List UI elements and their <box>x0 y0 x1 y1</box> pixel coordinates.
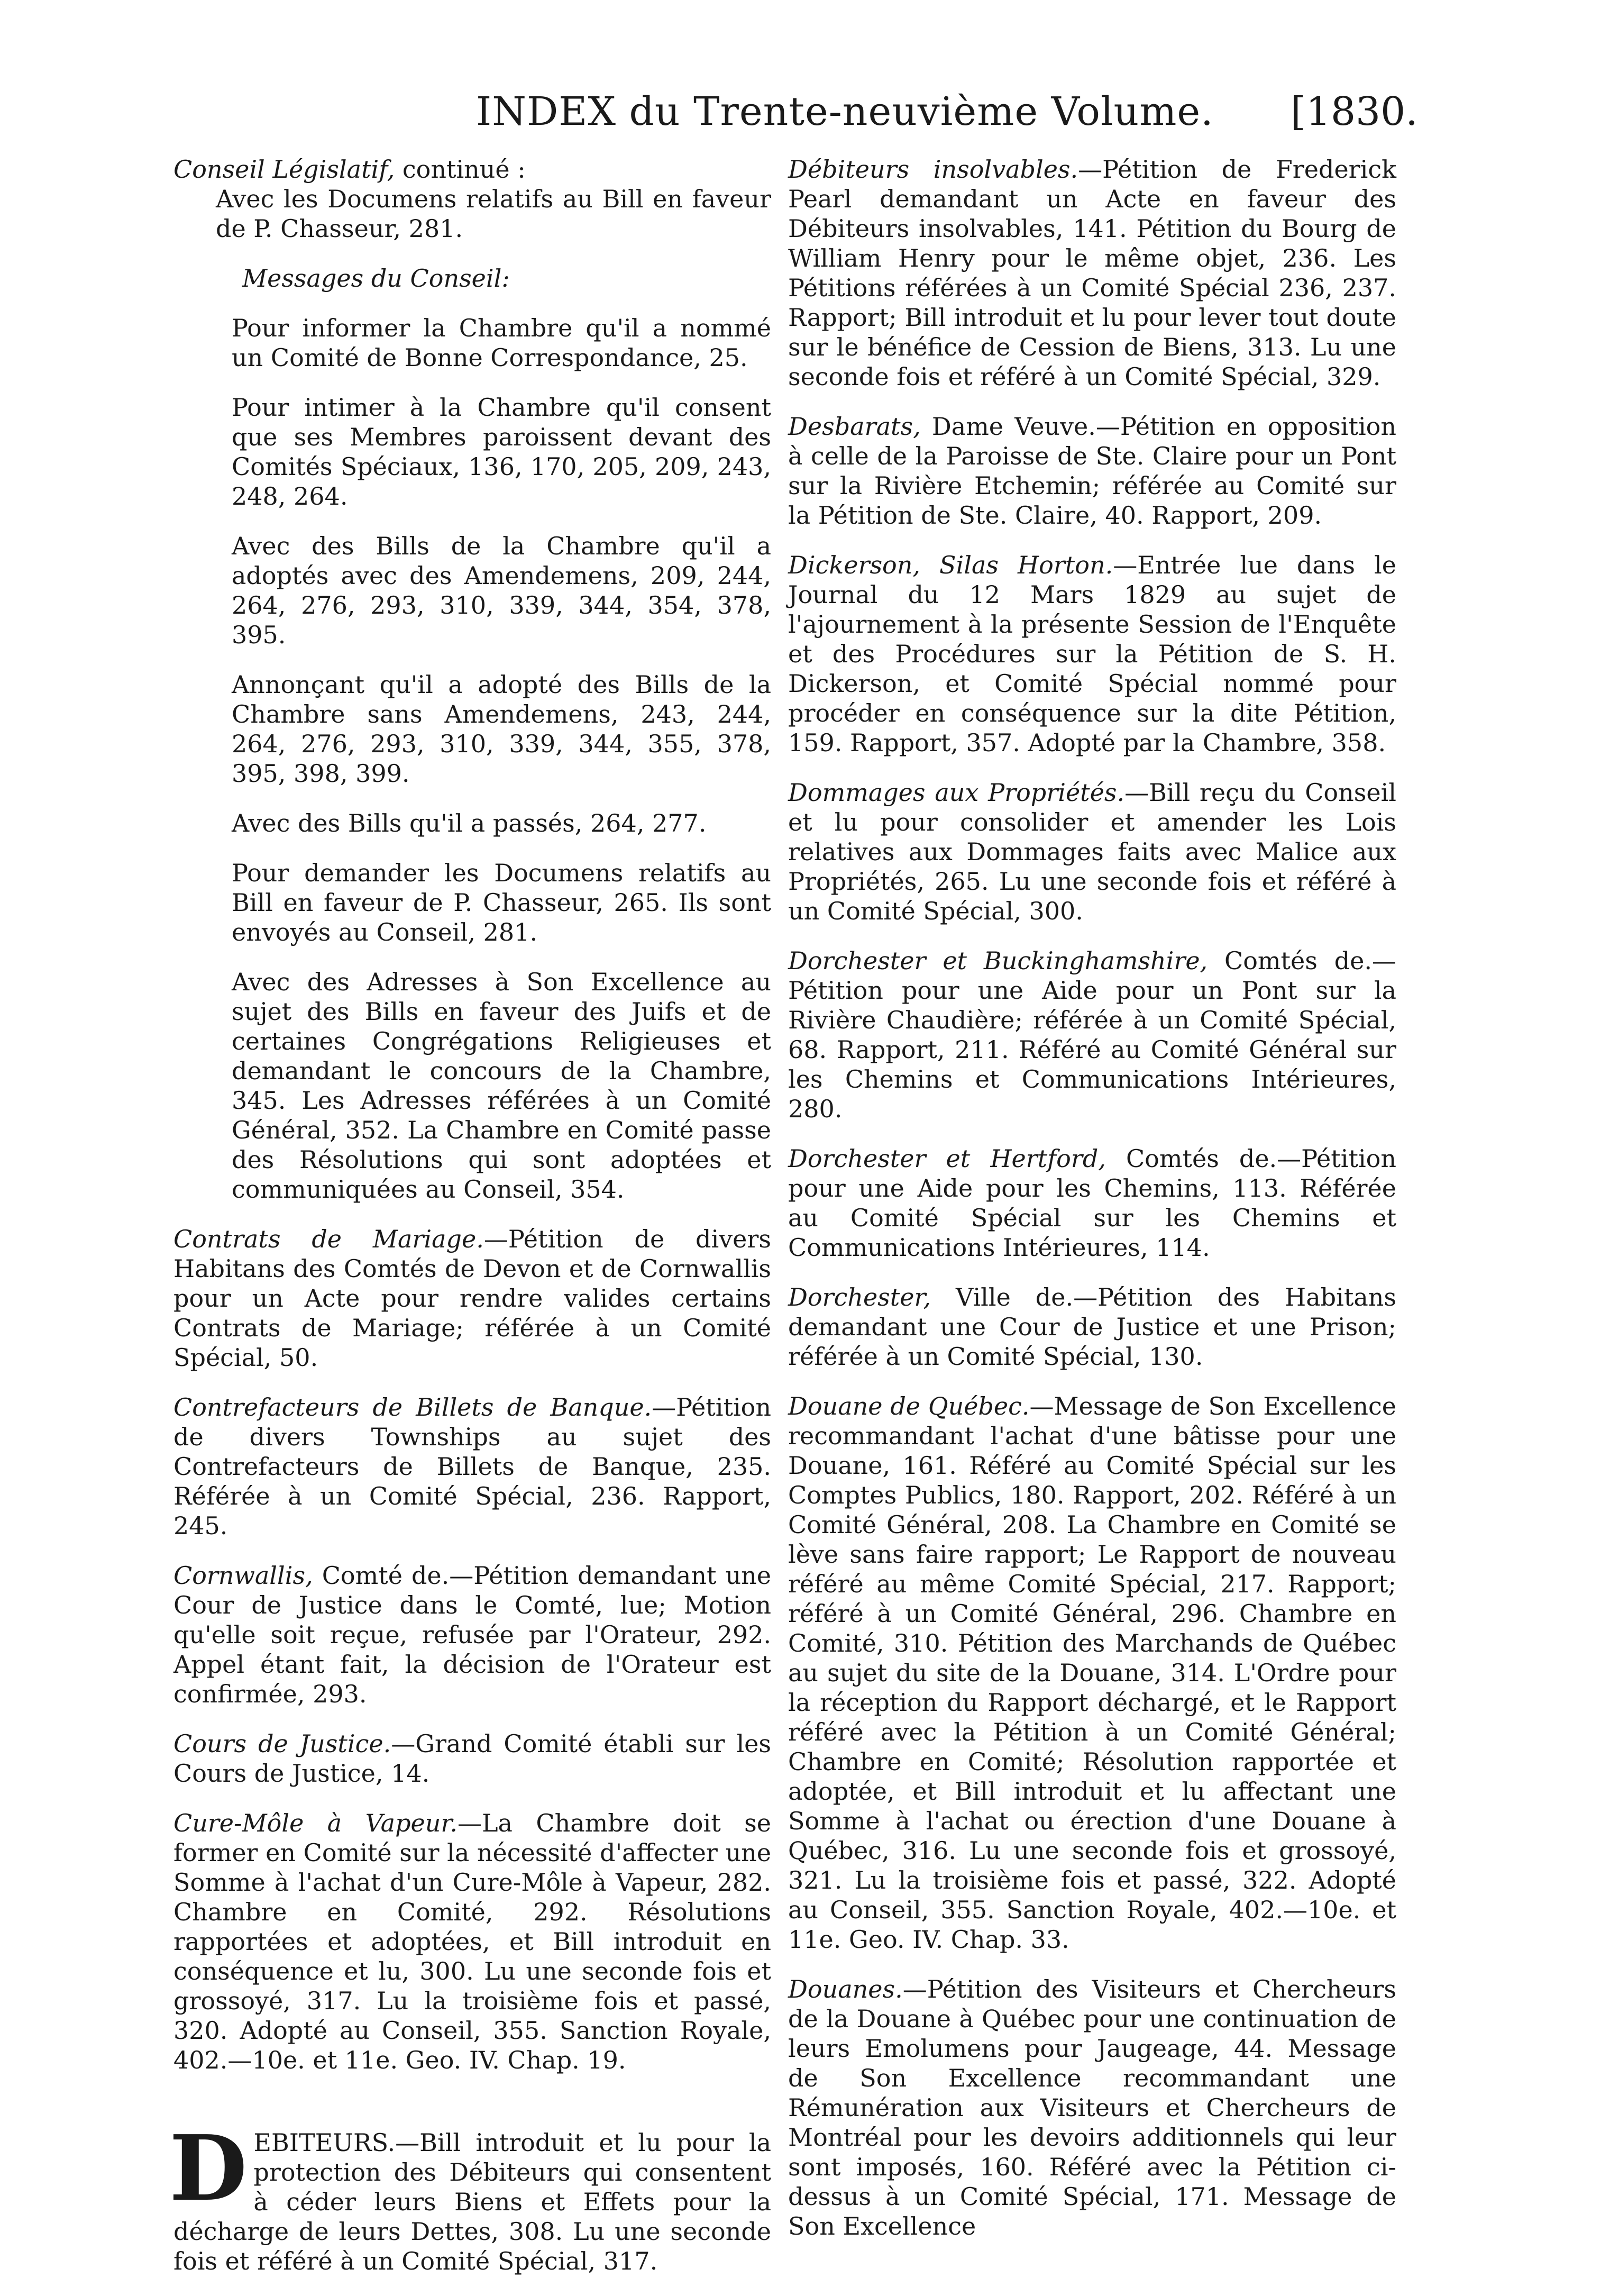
entry-text: Ville de.—Pétition des Habitans demandant une Cour de Justice et une Prison; référée à un Comité Spécial, 130. <box>788 1283 1396 1371</box>
entry-heading: Dorchester et Buckinghamshire, <box>788 946 1208 975</box>
entry-heading: Cure-Môle à Vapeur. <box>173 1809 458 1837</box>
index-entry <box>173 1224 771 1372</box>
entry-text: —Bill introduit et lu pour la protection des Débiteurs qui consentent à céder leurs Biens et Effets pour la décharge de leurs Dettes, 308. Lu une seconde fois et référé à un Comité Spécial, 317. <box>173 2128 771 2275</box>
entry-text: —Pétition de divers Habitans des Comtés de Devon et de Cornwallis pour un Acte pour rendre valides certains Contrats de Mariage; référée à un Comité Spécial, 50. <box>173 1225 771 1372</box>
index-entry <box>788 946 1396 1124</box>
page-year: [1830. <box>1291 89 1418 134</box>
index-entry <box>788 1391 1396 1954</box>
index-entry <box>788 412 1396 530</box>
index-entry <box>788 1282 1396 1371</box>
entry-text: —Message de Son Excellence recommandant l'achat d'une bâtisse pour une Douane, 161. Référé au Comité Spécial sur les Comptes Publics, 180. Rapport, 202. Référé à un Comité Général, 208. La Chambre en Comité se lève sans faire rapport; Le Rapport de nouveau référé au même Comité Spécial, 217. Rapport; référé à un Comité Général, 296. Chambre en Comité, 310. Pétition des Marchands de Québec au sujet du site de la Douane, 314. L'Ordre pour la réception du Rapport déchargé, et le Rapport référé avec la Pétition à un Comité Général; Chambre en Comité; Résolution rapportée et adoptée, et Bill introduit et lu affectant une Somme à l'achat ou érection d'une Douane à Québec, 316. Lu une seconde fois et grossoyé, 321. Lu la troisième fois et passé, 322. Adopté au Conseil, 355. Sanction Royale, 402.—10e. et 11e. Geo. IV. Chap. 33. <box>788 1392 1396 1954</box>
entry-text: Avec les Documens relatifs au Bill en faveur de P. Chasseur, 281. <box>216 185 771 243</box>
entry-heading: Débiteurs insolvables. <box>788 155 1078 184</box>
index-entry <box>788 1974 1396 2241</box>
entry-heading: Conseil Législatif, <box>173 155 395 184</box>
entry-text: —Pétition de Frederick Pearl demandant un Acte en faveur des Débiteurs insolvables, 141. Pétition du Bourg de William Henry pour le même objet, 236. Les Pétitions référées à un Comité Spécial 236, 237. Rapport; Bill introduit et lu pour lever tout doute sur le bénéfice de Cession de Biens, 313. Lu une seconde fois et référé à un Comité Spécial, 329. <box>788 155 1397 391</box>
entry-heading: Douane de Québec. <box>788 1392 1030 1420</box>
entry-text: —Grand Comité établi sur les Cours de Justice, 14. <box>173 1729 771 1788</box>
entry-text: —Pétition de divers Townships au sujet des Contrefacteurs de Billets de Banque, 235. Référée à un Comité Spécial, 236. Rapport, 245. <box>173 1393 771 1540</box>
sub-entry: Avec des Adresses à Son Excellence au sujet des Bills en faveur des Juifs et de certaines Congrégations Religieuses et demandant le concours de la Chambre, 345. Les Adresses référées à un Comité Général, 352. La Chambre en Comité passe des Résolutions qui sont adoptées et communiquées au Conseil, 354. <box>232 968 771 1204</box>
index-entry <box>788 1144 1396 1262</box>
entry-heading: Dorchester et Hertford, <box>788 1144 1106 1173</box>
entry-heading: Dommages aux Propriétés. <box>788 778 1125 807</box>
sub-entry: Avec des Bills qu'il a passés, 264, 277. <box>232 809 707 837</box>
entry-heading: Cours de Justice. <box>173 1729 391 1758</box>
index-entry <box>173 1561 771 1709</box>
index-entry <box>788 550 1396 758</box>
index-entry <box>788 154 1396 391</box>
index-entry <box>173 1392 771 1541</box>
right-column <box>788 154 1396 2261</box>
section-start-entry <box>169 2116 771 2276</box>
entry-text: Dame Veuve.—Pétition en opposition à celle de la Paroisse de Ste. Claire pour un Pont sur la Rivière Etchemin; référée au Comité sur la Pétition de Ste. Claire, 40. Rapport, 209. <box>788 412 1396 530</box>
entry-text: —Bill reçu du Conseil et lu pour consolider et amender les Lois relatives aux Dommages faits avec Malice aux Propriétés, 265. Lu une seconde fois et référé à un Comité Spécial, 300. <box>788 778 1397 925</box>
sub-entry: Pour demander les Documens relatifs au Bill en faveur de P. Chasseur, 265. Ils sont envoyés au Conseil, 281. <box>232 859 771 946</box>
entry-text: —La Chambre doit se former en Comité sur la nécessité d'affecter une Somme à l'achat d'un Cure-Môle à Vapeur, 282. Chambre en Comité, 292. Résolutions rapportées et adoptées, et Bill introduit en conséquence et lu, 300. Lu une seconde fois et grossoyé, 317. Lu la troisième fois et passé, 320. Adopté au Conseil, 355. Sanction Royale, 402.—10e. et 11e. Geo. IV. Chap. 19. <box>173 1809 771 2074</box>
index-entry <box>788 778 1396 926</box>
sub-entry: Pour intimer à la Chambre qu'il consent que ses Membres paroissent devant des Comités Spéciaux, 136, 170, 205, 209, 243, 248, 264. <box>232 393 771 511</box>
entry-heading: Contrefacteurs de Billets de Banque. <box>173 1393 652 1422</box>
index-entry <box>173 1808 771 2075</box>
index-entry <box>173 154 771 243</box>
sub-entry: Avec des Bills de la Chambre qu'il a adoptés avec des Amendemens, 209, 244, 264, 276, 293, 310, 339, 344, 354, 378, 395. <box>232 532 771 649</box>
entry-text: Comtés de.—Pétition pour une Aide pour un Pont sur la Rivière Chaudière; référée à un Comité Spécial, 68. Rapport, 211. Référé au Comité Général sur les Chemins et Communications Intérieures, 280. <box>788 946 1396 1123</box>
entry-heading: EBITEURS. <box>253 2128 396 2157</box>
entry-heading: Dorchester, <box>788 1283 931 1311</box>
entry-heading: Douanes. <box>788 1975 903 2003</box>
entry-heading-rest: continué : <box>395 155 526 184</box>
sub-entry: Pour informer la Chambre qu'il a nommé un Comité de Bonne Correspondance, 25. <box>232 314 771 372</box>
index-entry <box>173 1729 771 1788</box>
entry-text: Comtés de.—Pétition pour une Aide pour les Chemins, 113. Référée au Comité Spécial sur les Chemins et Communications Intérieures, 114. <box>788 1144 1396 1262</box>
sub-entry: Annonçant qu'il a adopté des Bills de la Chambre sans Amendemens, 243, 244, 264, 276, 293, 310, 339, 344, 355, 378, 395, 398, 399. <box>232 670 771 788</box>
entry-heading: Contrats de Mariage. <box>173 1225 484 1253</box>
entry-text: —Pétition des Visiteurs et Chercheurs de la Douane à Québec pour une continuation de leurs Emolumens pour Jaugeage, 44. Message de Son Excellence recommandant une Rémunération aux Visiteurs et Chercheurs de Montréal pour les devoirs additionnels qui leur sont imposés, 160. Référé avec la Pétition ci-dessus à un Comité Spécial, 171. Message de Son Excellence <box>788 1975 1396 2240</box>
running-title: INDEX du Trente-neuvième Volume. <box>476 89 1214 134</box>
left-column <box>169 154 771 2296</box>
entry-heading: Dickerson, Silas Horton. <box>788 551 1113 579</box>
drop-cap: D <box>169 2116 248 2221</box>
page-header <box>0 89 1619 152</box>
entry-heading: Cornwallis, <box>173 1561 313 1590</box>
entry-text: —Entrée lue dans le Journal du 12 Mars 1829 au sujet de l'ajournement à la présente Session de l'Enquête et des Procédures sur la Pétition de S. H. Dickerson, et Comité Spécial nommé pour procéder en conséquence sur la dite Pétition, 159. Rapport, 357. Adopté par la Chambre, 358. <box>788 551 1396 757</box>
sub-heading: Messages du Conseil: <box>242 264 510 293</box>
entry-heading: Desbarats, <box>788 412 921 441</box>
entry-text: Comté de.—Pétition demandant une Cour de Justice dans le Comté, lue; Motion qu'elle soit reçue, refusée par l'Orateur, 292. Appel étant fait, la décision de l'Orateur est confirmée, 293. <box>173 1561 771 1708</box>
